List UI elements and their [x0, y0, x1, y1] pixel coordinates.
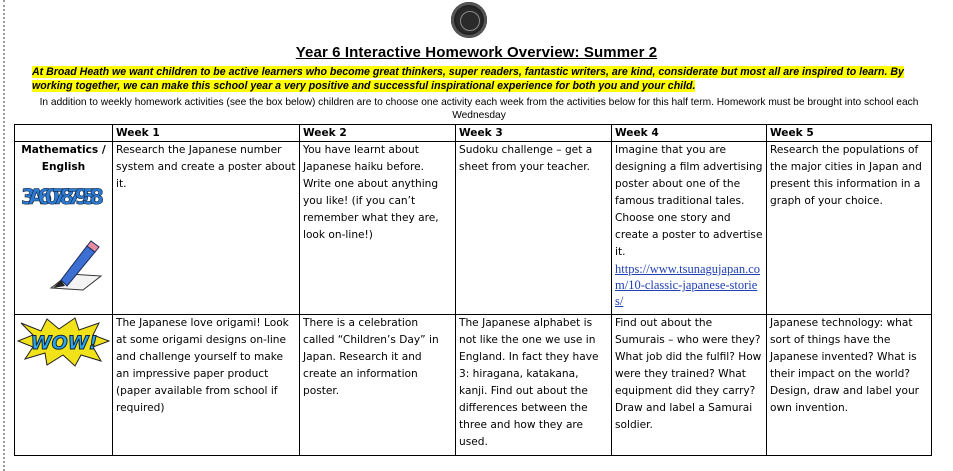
header-week-1: Week 1	[113, 125, 300, 142]
school-ethos-statement	[32, 65, 922, 93]
week-3-maths-cell: Sudoku challenge – get a sheet from your teacher.	[456, 142, 612, 315]
page-margin-guide	[3, 0, 5, 471]
school-logo	[451, 2, 487, 38]
header-week-3: Week 3	[456, 125, 612, 142]
subject-cell-wow	[15, 315, 113, 456]
subject-cell-maths-english	[15, 142, 113, 315]
wow-text: WOW!	[30, 332, 98, 354]
page-title: Year 6 Interactive Homework Overview: Summer 2	[295, 44, 658, 61]
week-1-wow-cell: The Japanese love origami! Look at some origami designs on-line and challenge yourself to make an impressive paper product (paper available from school if required)	[113, 315, 300, 456]
week-4-wow-cell: Find out about the Sumurais – who were they? What job did the fulfil? How were they trained? What equipment did they carry? Draw and label a Samurai soldier.	[612, 315, 767, 456]
table-row	[15, 142, 932, 315]
tsunagujapan-link[interactable]: https://www.tsunagujapan.com/10-classic-japanese-stories/	[615, 262, 761, 308]
header-week-4: Week 4	[612, 125, 767, 142]
week-5-maths-cell: Research the populations of the major cities in Japan and present this information in a graph of your choice.	[767, 142, 932, 315]
week-4-maths-cell	[612, 142, 767, 315]
subject-label: Mathematics / English	[21, 144, 106, 173]
pencil-icon	[45, 236, 105, 294]
wow-burst-icon	[17, 317, 111, 367]
table-row	[15, 315, 932, 456]
homework-table	[14, 124, 932, 456]
week-5-wow-cell: Japanese technology: what sort of things have the Japanese invented? What is their impact on the world? Design, draw and label your own invention.	[767, 315, 932, 456]
header-blank	[15, 125, 113, 142]
week-3-wow-cell: The Japanese alphabet is not like the one we use in England. In fact they have 3: hiragana, katakana, kanji. Find out about the differences between the three and how they are used.	[456, 315, 612, 456]
header-week-5: Week 5	[767, 125, 932, 142]
header-row	[15, 125, 932, 142]
header-week-2: Week 2	[300, 125, 456, 142]
week-4-maths-text: Imagine that you are designing a film advertising poster about one of the famous traditional tales. Choose one story and create a poster to advertise it.	[615, 144, 763, 258]
week-1-maths-cell: Research the Japanese number system and create a poster about it.	[113, 142, 300, 315]
week-2-maths-cell: You have learnt about Japanese haiku before. Write one about anything you like! (if you can’t remember what they are, look on-line!)	[300, 142, 456, 315]
numbers-clipart-text: 3A6078 7958	[21, 185, 101, 209]
numbers-clipart-icon	[17, 182, 107, 230]
ethos-text: At Broad Heath we want children to be active learners who become great thinkers, super readers, fantastic writers, are kind, considerate but most all are inspired to learn. By working together, we can make this school year a very positive and successful inspirational experience for both you and your child.	[32, 66, 904, 92]
week-2-wow-cell: There is a celebration called “Children’s Day” in Japan. Research it and create an information poster.	[300, 315, 456, 456]
intro-paragraph: In addition to weekly homework activities (see the box below) children are to choose one activity each week from the activities below for this half term. Homework must be brought into school each Wednesday	[39, 97, 919, 121]
